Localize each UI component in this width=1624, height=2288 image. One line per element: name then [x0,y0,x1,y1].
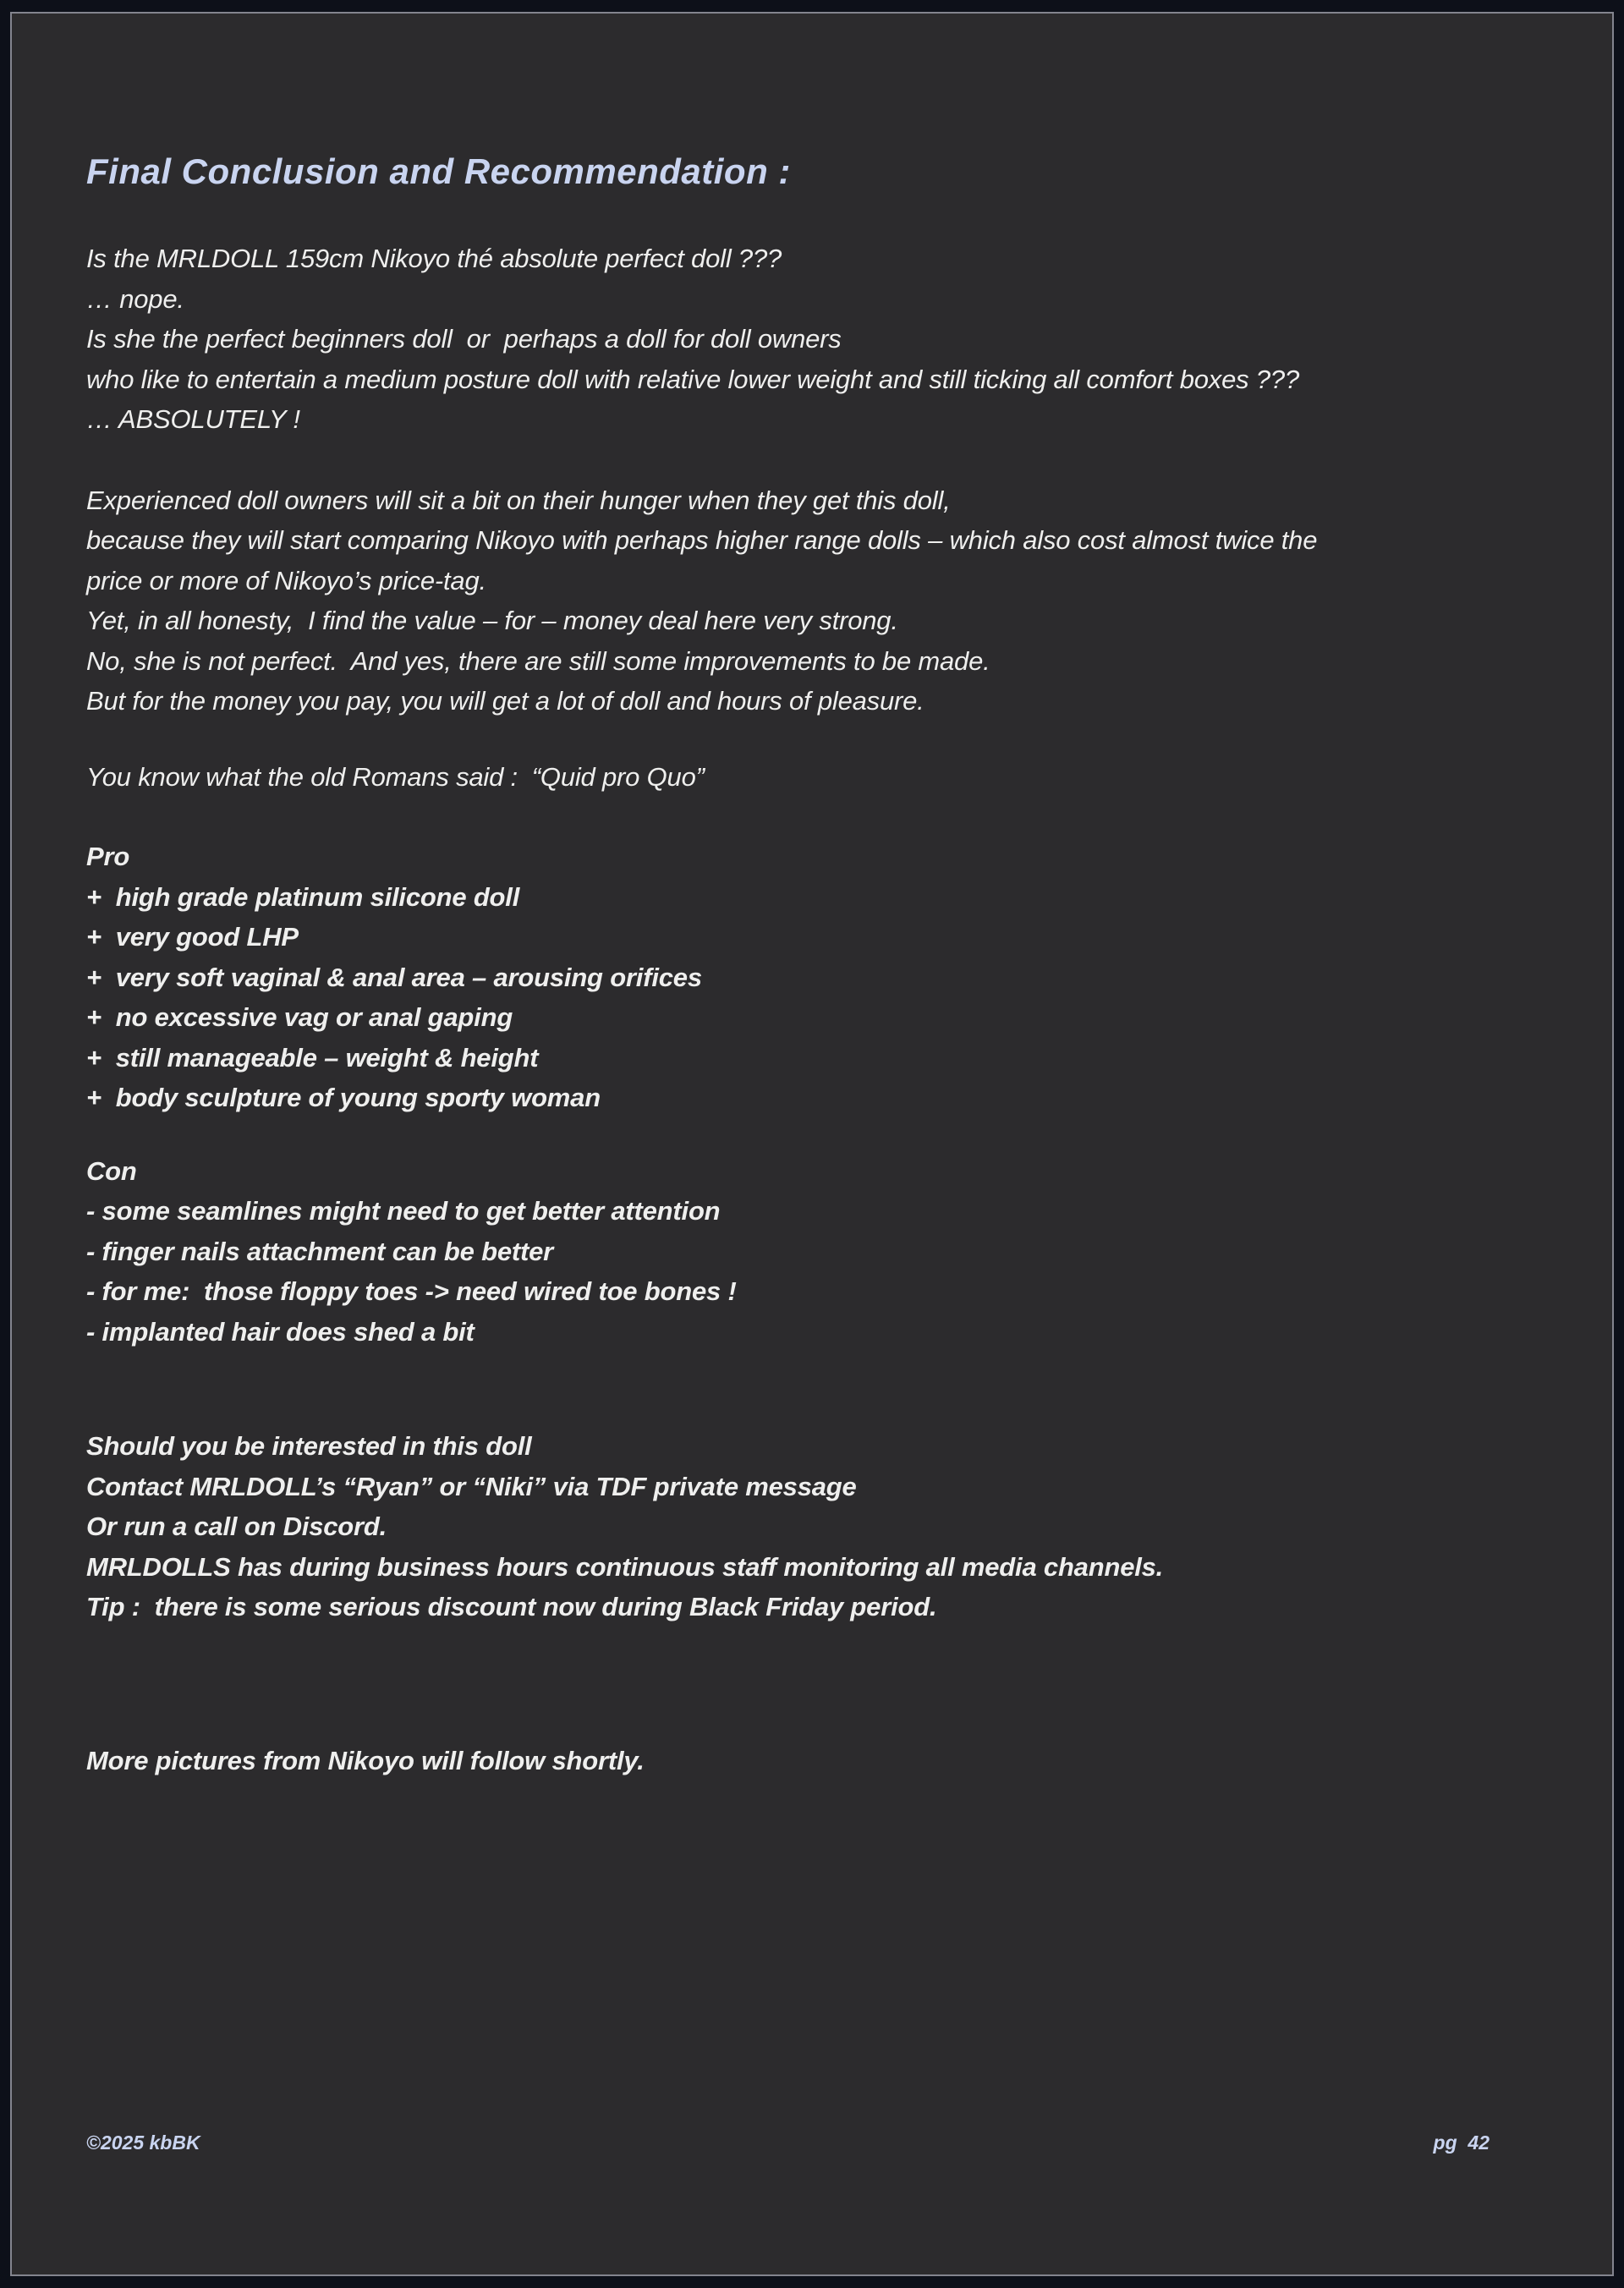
page-title: Final Conclusion and Recommendation : [86,151,791,191]
contact-section [86,1426,1538,1627]
document-page [10,12,1614,2276]
pro-item: + no excessive vag or anal gaping [86,1002,513,1032]
page-number: pg 42 [1433,2132,1490,2154]
experience-paragraph [86,480,1538,722]
experience-line: But for the money you pay, you will get a lot of doll and hours of pleasure. [86,686,924,716]
page-content [12,14,1612,1780]
con-item: - finger nails attachment can be better [86,1236,554,1266]
pro-item: + very good LHP [86,922,299,952]
experience-line: price or more of Nikoyo’s price-tag. [86,565,486,595]
experience-line: Experienced doll owners will sit a bit on their hunger when they get this doll, [86,485,951,515]
copyright-text: ©2025 kbBK [86,2132,200,2154]
experience-line: No, she is not perfect. And yes, there are still some improvements to be made. [86,645,990,676]
romans-quote-paragraph [86,757,1538,798]
pro-item: + high grade platinum silicone doll [86,881,520,912]
con-section [86,1151,1538,1352]
more-pictures-paragraph [86,1741,1538,1781]
pro-section [86,837,1538,1118]
experience-line: Yet, in all honesty, I find the value – for – money deal here very strong. [86,606,898,635]
experience-line: because they will start comparing Nikoyo with perhaps higher range dolls – which also cost almost twice the [86,525,1318,555]
contact-line: MRLDOLLS has during business hours continuous staff monitoring all media channels. [86,1551,1164,1582]
pro-item: + still manageable – weight & height [86,1042,539,1073]
pro-item: + body sculpture of young sporty woman [86,1083,601,1112]
con-item: - for me: those floppy toes -> need wired toe bones ! [86,1276,737,1306]
more-pictures-line: More pictures from Nikoyo will follow shortly. [86,1745,645,1775]
intro-line: Is the MRLDOLL 159cm Nikoyo thé absolute perfect doll ??? [86,244,782,273]
intro-line: Is she the perfect beginners doll or perhaps a doll for doll owners [86,324,842,354]
contact-line: Should you be interested in this doll [86,1431,532,1461]
con-item: - implanted hair does shed a bit [86,1316,475,1347]
pro-heading: Pro [86,842,130,871]
intro-line: … ABSOLUTELY ! [86,404,300,434]
intro-paragraph [86,239,1538,440]
intro-line: … nope. [86,283,184,314]
contact-line: Tip : there is some serious discount now during Black Friday period. [86,1592,937,1621]
romans-quote-line: You know what the old Romans said : “Quid pro Quo” [86,761,705,792]
con-item: - some seamlines might need to get better attention [86,1196,721,1226]
con-heading: Con [86,1155,137,1186]
page-footer [86,2132,1490,2154]
pro-item: + very soft vaginal & anal area – arousing orifices [86,962,702,992]
contact-line: Or run a call on Discord. [86,1512,387,1541]
contact-line: Contact MRLDOLL’s “Ryan” or “Niki” via TDF private message [86,1471,857,1501]
intro-line: who like to entertain a medium posture doll with relative lower weight and still ticking all comfort boxes ??? [86,364,1299,394]
